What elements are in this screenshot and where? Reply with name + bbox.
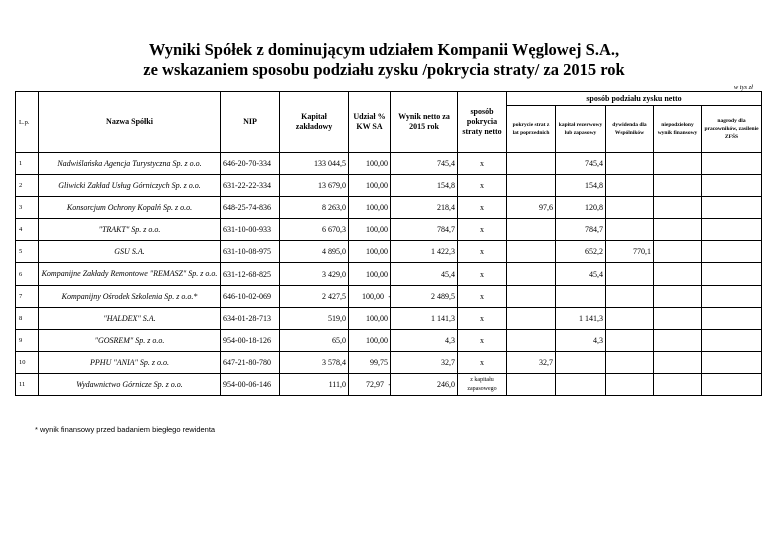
undivided-cell	[654, 153, 702, 175]
company-name: Wydawnictwo Górnicze Sp. z o.o.	[39, 374, 221, 396]
share-cell	[349, 286, 391, 308]
company-name: Kompanijny Ośrodek Szkolenia Sp. z o.o.*	[39, 286, 221, 308]
reserve-cell: 652,2	[556, 241, 606, 263]
row-lp: 2	[16, 175, 39, 197]
table-row	[16, 197, 762, 219]
loss-method-cell: x	[458, 286, 507, 308]
dividend-cell	[606, 330, 654, 352]
undivided-cell	[654, 241, 702, 263]
net-result-cell: 1 141,3	[391, 308, 458, 330]
share-cell: 100,00	[349, 330, 391, 352]
loss-method-cell: x	[458, 219, 507, 241]
unit-label: w tys zł	[733, 84, 753, 91]
table-row	[16, 374, 762, 396]
reserve-cell: 745,4	[556, 153, 606, 175]
dividend-cell: 770,1	[606, 241, 654, 263]
row-lp: 5	[16, 241, 39, 263]
loss-cover-cell	[507, 241, 556, 263]
loss-method-cell: x	[458, 241, 507, 263]
table-row	[16, 286, 762, 308]
dividend-cell	[606, 374, 654, 396]
net-result-cell: 246,0	[391, 374, 458, 396]
share-cell	[349, 374, 391, 396]
reserve-cell: 120,8	[556, 197, 606, 219]
table-row	[16, 175, 762, 197]
net-result-cell: 745,4	[391, 153, 458, 175]
loss-cover-cell	[507, 308, 556, 330]
company-name: Nadwiślańska Agencja Turystyczna Sp. z o.o.	[39, 153, 221, 175]
awards-cell	[702, 330, 762, 352]
table-row	[16, 263, 762, 286]
row-lp: 8	[16, 308, 39, 330]
table-row	[16, 308, 762, 330]
row-lp: 6	[16, 263, 39, 286]
share-suffix: -	[388, 380, 391, 389]
row-lp: 3	[16, 197, 39, 219]
reserve-cell	[556, 286, 606, 308]
nip-cell: 631-10-08-975	[221, 241, 280, 263]
header-method: sposób pokrycia straty netto	[458, 92, 507, 153]
loss-cover-cell: 32,7	[507, 352, 556, 374]
capital-cell: 4 895,0	[280, 241, 349, 263]
share-cell: 100,00	[349, 263, 391, 286]
undivided-cell	[654, 374, 702, 396]
share-cell: 99,75	[349, 352, 391, 374]
undivided-cell	[654, 286, 702, 308]
nip-cell: 631-22-22-334	[221, 175, 280, 197]
report-title-line1: Wyniki Spółek z dominującym udziałem Kompanii Węglowej S.A.,	[148, 40, 620, 59]
company-name: Gliwicki Zakład Usług Górniczych Sp. z o.o.	[39, 175, 221, 197]
share-cell: 100,00	[349, 308, 391, 330]
loss-method-cell: x	[458, 153, 507, 175]
undivided-cell	[654, 197, 702, 219]
net-result-cell: 1 422,3	[391, 241, 458, 263]
company-name: "HALDEX" S.A.	[39, 308, 221, 330]
share-value: 100,00	[362, 292, 384, 301]
dividend-cell	[606, 153, 654, 175]
net-result-cell: 4,3	[391, 330, 458, 352]
awards-cell	[702, 153, 762, 175]
undivided-cell	[654, 175, 702, 197]
header-awards: nagrody dla pracowników, zasilenie ZFŚS	[702, 106, 762, 153]
nip-cell: 646-10-02-069	[221, 286, 280, 308]
dividend-cell	[606, 263, 654, 286]
dividend-cell	[606, 286, 654, 308]
undivided-cell	[654, 263, 702, 286]
awards-cell	[702, 241, 762, 263]
awards-cell	[702, 175, 762, 197]
net-result-cell: 218,4	[391, 197, 458, 219]
loss-cover-cell	[507, 374, 556, 396]
reserve-cell	[556, 374, 606, 396]
loss-method-cell: x	[458, 330, 507, 352]
capital-cell: 65,0	[280, 330, 349, 352]
capital-cell: 111,0	[280, 374, 349, 396]
header-name: Nazwa Spółki	[39, 92, 221, 153]
nip-cell: 648-25-74-836	[221, 197, 280, 219]
header-net: Wynik netto za 2015 rok	[391, 92, 458, 153]
loss-cover-cell	[507, 263, 556, 286]
nip-cell: 634-01-28-713	[221, 308, 280, 330]
row-lp: 7	[16, 286, 39, 308]
footnote: * wynik finansowy przed badaniem biegłego rewidenta	[35, 425, 216, 434]
awards-cell	[702, 197, 762, 219]
results-table	[15, 91, 762, 396]
company-name: GSU S.A.	[39, 241, 221, 263]
undivided-cell	[654, 352, 702, 374]
reserve-cell: 45,4	[556, 263, 606, 286]
row-lp: 11	[16, 374, 39, 396]
header-reserve: kapitał rezerwowy lub zapasowy	[556, 106, 606, 153]
awards-cell	[702, 374, 762, 396]
table-row	[16, 241, 762, 263]
share-cell: 100,00	[349, 153, 391, 175]
reserve-cell: 4,3	[556, 330, 606, 352]
reserve-cell: 1 141,3	[556, 308, 606, 330]
dividend-cell	[606, 308, 654, 330]
loss-cover-cell	[507, 286, 556, 308]
capital-cell: 519,0	[280, 308, 349, 330]
company-name: "GOSREM" Sp. z o.o.	[39, 330, 221, 352]
header-dividend: dywidenda dla Wspólników	[606, 106, 654, 153]
company-name: Konsorcjum Ochrony Kopalń Sp. z o.o.	[39, 197, 221, 219]
awards-cell	[702, 263, 762, 286]
share-value: 72,97	[366, 380, 384, 389]
table-row	[16, 352, 762, 374]
row-lp: 10	[16, 352, 39, 374]
capital-cell: 6 670,3	[280, 219, 349, 241]
header-lp: L.p.	[16, 92, 39, 153]
header-undivided: niepodzielony wynik finansowy	[654, 106, 702, 153]
company-name: "TRAKT" Sp. z o.o.	[39, 219, 221, 241]
loss-method-cell: x	[458, 197, 507, 219]
dividend-cell	[606, 219, 654, 241]
table-body	[16, 153, 762, 396]
loss-method-cell: z kapitału zapasowego	[458, 374, 507, 396]
loss-method-cell: x	[458, 263, 507, 286]
loss-cover-cell	[507, 219, 556, 241]
reserve-cell: 784,7	[556, 219, 606, 241]
capital-cell: 2 427,5	[280, 286, 349, 308]
loss-method-cell: x	[458, 175, 507, 197]
table-row	[16, 330, 762, 352]
share-cell: 100,00	[349, 175, 391, 197]
undivided-cell	[654, 330, 702, 352]
share-cell: 100,00	[349, 241, 391, 263]
net-result-cell: 2 489,5	[391, 286, 458, 308]
net-result-cell: 45,4	[391, 263, 458, 286]
undivided-cell	[654, 308, 702, 330]
nip-cell: 646-20-70-334	[221, 153, 280, 175]
net-result-cell: 784,7	[391, 219, 458, 241]
net-result-cell: 154,8	[391, 175, 458, 197]
reserve-cell	[556, 352, 606, 374]
capital-cell: 3 578,4	[280, 352, 349, 374]
loss-method-cell: x	[458, 352, 507, 374]
share-cell: 100,00	[349, 197, 391, 219]
undivided-cell	[654, 219, 702, 241]
header-share: Udział % KW SA	[349, 92, 391, 153]
nip-cell: 631-10-00-933	[221, 219, 280, 241]
nip-cell: 647-21-80-780	[221, 352, 280, 374]
dividend-cell	[606, 197, 654, 219]
row-lp: 4	[16, 219, 39, 241]
net-result-cell: 32,7	[391, 352, 458, 374]
awards-cell	[702, 286, 762, 308]
report-title-line2: ze wskazaniem sposobu podziału zysku /pokrycia straty/ za 2015 rok	[143, 60, 625, 79]
header-group: sposób podziału zysku netto	[507, 92, 762, 106]
row-lp: 9	[16, 330, 39, 352]
capital-cell: 8 263,0	[280, 197, 349, 219]
row-lp: 1	[16, 153, 39, 175]
awards-cell	[702, 219, 762, 241]
loss-cover-cell: 97,6	[507, 197, 556, 219]
company-name: PPHU "ANIA" Sp. z o.o.	[39, 352, 221, 374]
share-cell: 100,00	[349, 219, 391, 241]
header-capital: Kapitał zakładowy	[280, 92, 349, 153]
dividend-cell	[606, 175, 654, 197]
share-suffix: -	[388, 292, 391, 301]
nip-cell: 631-12-68-825	[221, 263, 280, 286]
capital-cell: 133 044,5	[280, 153, 349, 175]
loss-cover-cell	[507, 175, 556, 197]
capital-cell: 13 679,0	[280, 175, 349, 197]
nip-cell: 954-00-06-146	[221, 374, 280, 396]
reserve-cell: 154,8	[556, 175, 606, 197]
header-nip: NIP	[221, 92, 280, 153]
table-row	[16, 153, 762, 175]
company-name: Kompanijne Zakłady Remontowe "REMASZ" Sp. z o.o.	[39, 263, 221, 286]
dividend-cell	[606, 352, 654, 374]
nip-cell: 954-00-18-126	[221, 330, 280, 352]
capital-cell: 3 429,0	[280, 263, 349, 286]
loss-method-cell: x	[458, 308, 507, 330]
awards-cell	[702, 308, 762, 330]
table-row	[16, 219, 762, 241]
awards-cell	[702, 352, 762, 374]
header-loss-cover: pokrycie strat z lat poprzednich	[507, 106, 556, 153]
loss-cover-cell	[507, 330, 556, 352]
loss-cover-cell	[507, 153, 556, 175]
